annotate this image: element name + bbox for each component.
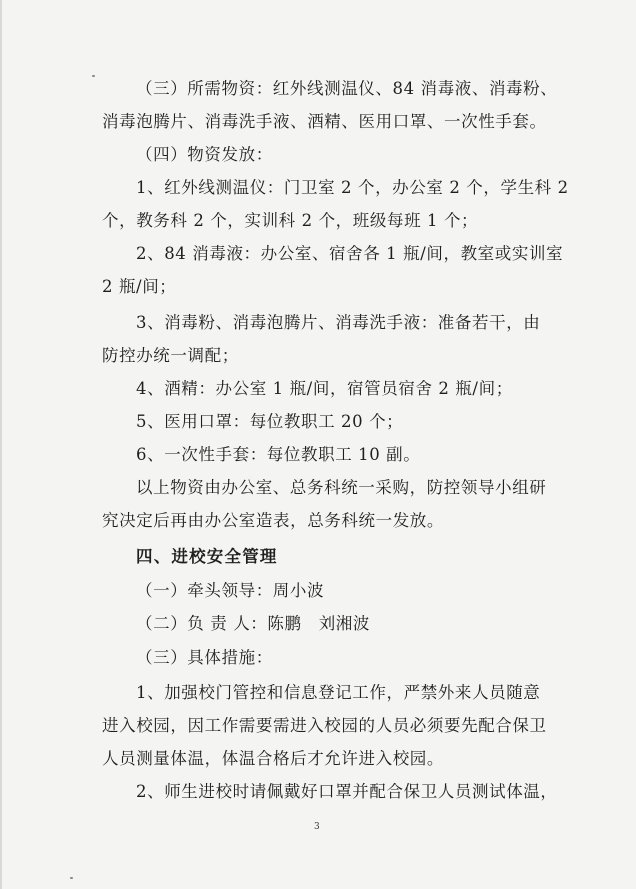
text-line-item-1: 1、红外线测温仪：门卫室 2 个，办公室 2 个，学生科 2: [136, 178, 569, 197]
text-line-item-4: 4、酒精：办公室 1 瓶/间，宿管员宿舍 2 瓶/间；: [136, 379, 513, 398]
text-line-item-5: 5、医用口罩：每位教职工 20 个；: [136, 412, 404, 431]
text-line-item-3-cont: 防控办统一调配；: [102, 346, 239, 365]
page-number: 3: [314, 822, 320, 832]
text-line-measure-1-cont-2: 人员测量体温，体温合格后才允许进入校园。: [102, 749, 444, 768]
text-line-item-6: 6、一次性手套：每位教职工 10 副。: [136, 445, 421, 464]
text-line-item-1-cont: 个，教务科 2 个，实训科 2 个，班级每班 1 个；: [102, 211, 479, 230]
page-edge: [0, 0, 2, 889]
text-line-item-3: 3、消毒粉、消毒泡腾片、消毒洗手液：准备若干，由: [136, 313, 541, 332]
scan-speck: [92, 75, 95, 77]
text-line-materials-needed: （三）所需物资：红外线测温仪、84 消毒液、消毒粉、: [136, 79, 558, 98]
text-line-responsible: （二）负 责 人：陈鹏 刘湘波: [136, 614, 370, 633]
text-line-materials-needed-cont: 消毒泡腾片、消毒洗手液、酒精、医用口罩、一次性手套。: [102, 112, 547, 131]
text-line-procurement-cont: 究决定后再由办公室造表，总务科统一发放。: [102, 511, 444, 530]
text-line-item-2: 2、84 消毒液：办公室、宿舍各 1 瓶/间，教室或实训室: [136, 244, 564, 263]
text-line-distribution-heading: （四）物资发放：: [136, 145, 273, 164]
text-line-procurement: 以上物资由办公室、总务科统一采购，防控领导小组研: [136, 478, 547, 497]
text-line-leader: （一）牵头领导：周小波: [136, 581, 325, 600]
section-heading-entry-safety: 四、进校安全管理: [136, 547, 278, 566]
text-line-measure-1-cont: 进入校园，因工作需要需进入校园的人员必须要先配合保卫: [102, 716, 547, 735]
text-line-item-2-cont: 2 瓶/间；: [102, 277, 177, 296]
text-line-measure-2: 2、师生进校时请佩戴好口罩并配合保卫人员测试体温，: [136, 782, 558, 801]
text-line-measures-heading: （三）具体措施：: [136, 648, 273, 667]
text-line-measure-1: 1、加强校门管控和信息登记工作，严禁外来人员随意: [136, 683, 541, 702]
scan-speck: [70, 877, 73, 879]
